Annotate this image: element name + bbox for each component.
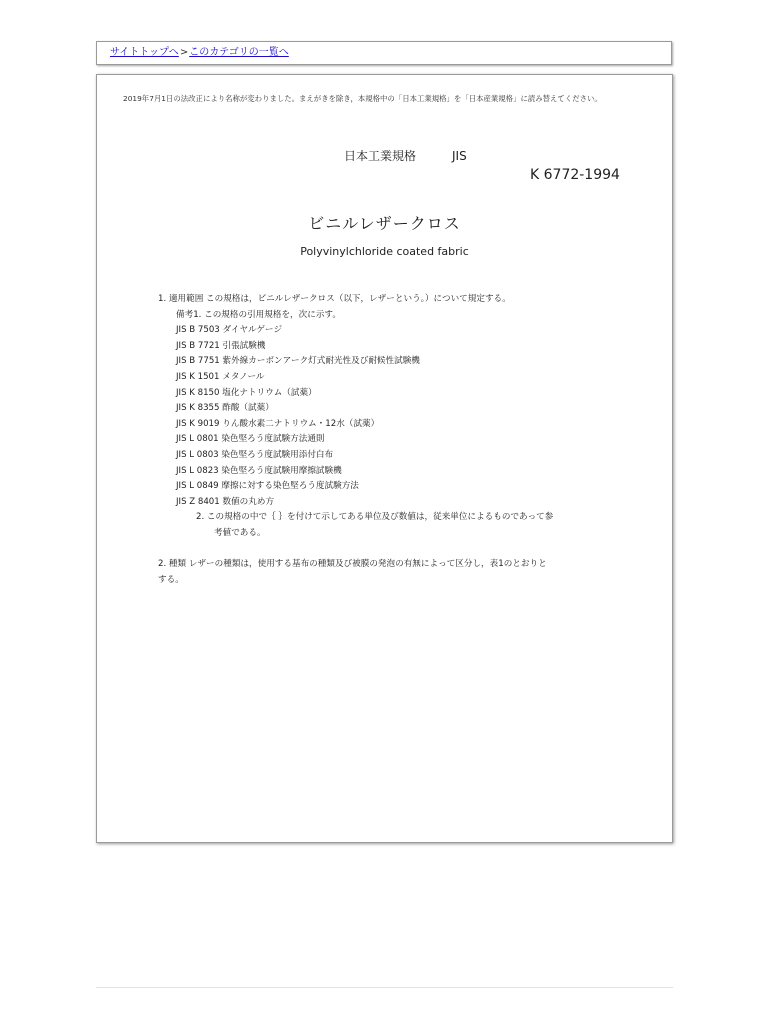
site-top-link[interactable]: サイトトップへ: [110, 47, 179, 58]
cited-standard: JIS L 0801 染色堅ろう度試験方法通則: [176, 434, 325, 445]
cited-standard: JIS B 7751 紫外線カーボンアーク灯式耐光性及び耐候性試験機: [176, 356, 420, 367]
cited-standard: JIS B 7721 引張試験機: [176, 340, 266, 351]
remark-2-line-1: 2. この規格の中で｛ ｝を付けて示してある単位及び数値は，従来単位によるものであって参: [196, 512, 554, 523]
document-body: [158, 292, 553, 588]
document-page: [96, 74, 673, 843]
category-list-link[interactable]: このカテゴリの一覧へ: [189, 47, 289, 58]
cited-standard: JIS L 0823 染色堅ろう度試験用摩擦試験機: [176, 465, 342, 476]
standard-header: [344, 149, 467, 163]
section-1-scope: 1. 適用範囲 この規格は，ビニルレザークロス（以下，レザーという。）について規定する。: [158, 294, 511, 304]
breadcrumb-bar: [96, 41, 672, 65]
cited-standard: JIS L 0803 染色堅ろう度試験用添付白布: [176, 449, 334, 460]
standard-label: 日本工業規格: [344, 149, 417, 163]
document-title-en: Polyvinylchloride coated fabric: [300, 245, 469, 258]
breadcrumb-separator: >: [179, 47, 189, 58]
cited-standard: JIS K 1501 メタノール: [176, 371, 265, 382]
footer-divider: [96, 987, 673, 988]
cited-standard: JIS L 0849 摩擦に対する染色堅ろう度試験方法: [176, 481, 359, 492]
cited-standard: JIS K 8150 塩化ナトリウム（試薬）: [176, 387, 317, 398]
cited-standard: JIS K 8355 酢酸（試薬）: [176, 403, 274, 414]
remark-2-line-2: 考値である。: [214, 527, 266, 538]
breadcrumb: [110, 46, 289, 59]
section-2-types-line-2: する。: [158, 574, 184, 585]
name-change-notice: 2019年7月1日の法改正により名称が変わりました。まえがきを除き，本規格中の「日本工業規格」を「日本産業規格」に読み替えてください。: [123, 94, 602, 103]
paragraph-gap: [158, 542, 553, 558]
section-2-types-line-1: 2. 種類 レザーの種類は，使用する基布の種類及び被膜の発泡の有無によって区分し，表1のとおりと: [158, 559, 547, 570]
standard-number: K 6772-1994: [530, 167, 620, 183]
cited-standard: JIS B 7503 ダイヤルゲージ: [176, 325, 283, 336]
remark-1-intro: 備考1. この規格の引用規格を，次に示す。: [176, 309, 341, 320]
cited-standard: JIS K 9019 りん酸水素二ナトリウム・12水（試薬）: [176, 418, 380, 429]
document-title-ja: ビニルレザークロス: [308, 214, 461, 233]
cited-standard: JIS Z 8401 数値の丸め方: [176, 496, 275, 507]
jis-label: JIS: [452, 149, 467, 163]
